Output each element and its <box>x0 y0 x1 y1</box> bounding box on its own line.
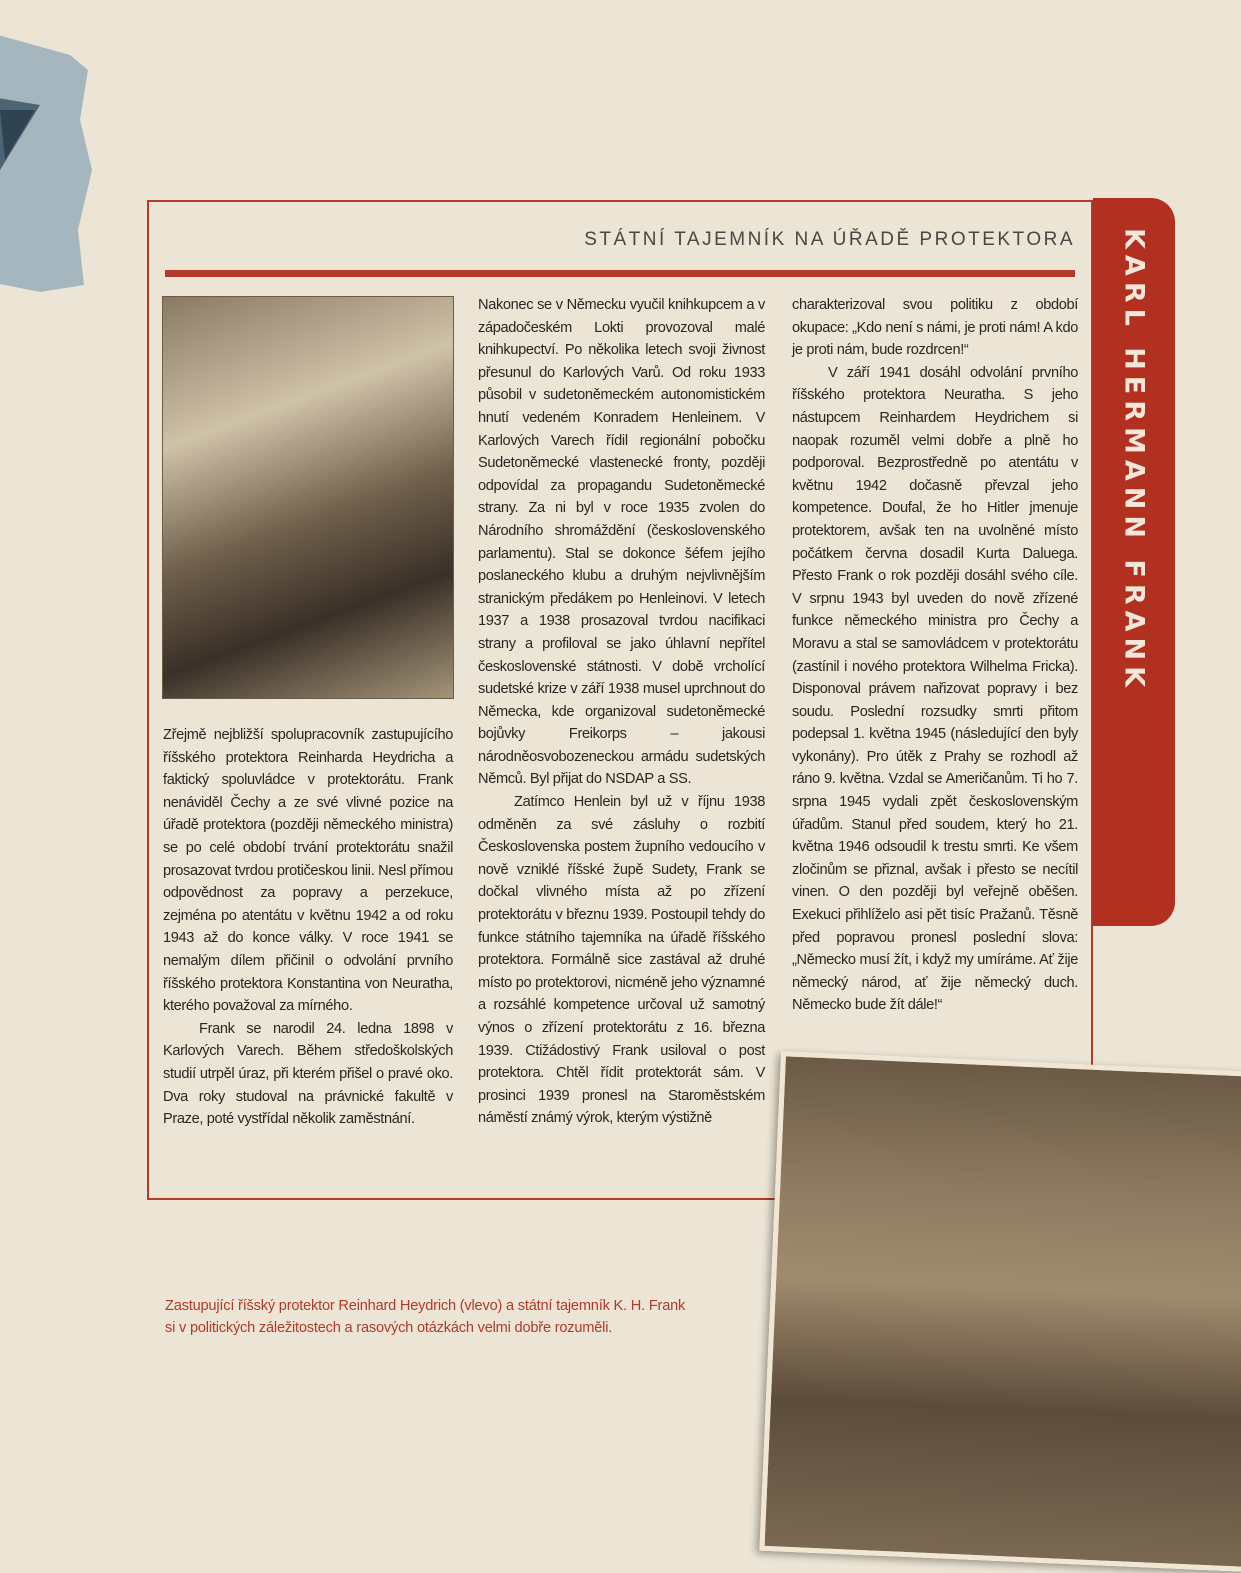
caption-line: si v politických záležitostech a rasových otázkách velmi dobře rozuměli. <box>165 1320 613 1336</box>
paragraph: Nakonec se v Německu vyučil knihkupcem a v západočeském Lokti provozoval malé knihkupectví. Po několika letech svoji živnost přesunul do Karlových Varů. Od roku 1933 působil v sudetoněmeckém autonomistickém hnutí vedeném Konradem Henleinem. V Karlových Varech řídil regionální pobočku Sudetoněmecké vlastenecké fronty, později odpovídal za propagandu Sudetoněmecké strany. Za ni byl v roce 1935 zvolen do Národního shromáždění (československého parlamentu). Stal se dokonce šéfem jejího poslaneckého klubu a druhým nejvlivnějším stranickým předákem po Henleinovi. V letech 1937 a 1938 prosazoval tvrdou nacifikaci strany a profiloval se jako úhlavní nepřítel československé státnosti. V době vrcholící sudetské krize v září 1938 musel uprchnout do Německa, kde organizoval sudetoněmecké bojůvky Freikorps – jakousi národněosvobozeneckou armádu sudetských Němců. Byl přijat do NSDAP a SS. <box>478 297 765 788</box>
photo-heydrich-and-frank <box>759 1051 1241 1573</box>
paragraph: charakterizoval svou politiku z období okupace: „Kdo není s námi, je proti nám! A kdo je proti nám, bude rozdrcen!“ <box>792 297 1078 359</box>
paragraph: V září 1941 dosáhl odvolání prvního říšského protektora Neuratha. S jeho nástupcem Reinhardem Heydrichem si naopak rozuměl velmi dobře a plně ho podporoval. Bezprostředně po atentátu v květnu 1942 dočasně převzal jeho kompetence. Doufal, že ho Hitler jmenuje protektorem, avšak ten na uvolněné místo počátkem června dosadil Kurta Daluega. Přesto Frank o rok později dosáhl svého cíle. V srpnu 1943 byl uveden do nově zřízené funkce německého ministra pro Čechy a Moravu a stal se samovládcem v protektorátu (zastínil i nového protektora Wilhelma Fricka). Disponoval právem nařizovat popravy i bez soudu. Poslední rozsudky smrti přitom podepsal 1. května 1945 (následující den byly vykonány). Pro útěk z Prahy se rozhodl až ráno 9. května. Vzdal se Američanům. Ti ho 7. srpna 1945 vydali zpět československým úřadům. Stanul před soudem, který ho 21. května 1946 odsoudil k trestu smrti. Ke všem zločinům se přiznal, avšak i přesto se necítil vinen. O den později byl veřejně oběšen. Exekuci přihlíželo asi pět tisíc Pražanů. Těsně před popravou pronesl poslední slova: „Německo musí žít, i když my umíráme. Ať žije německý národ, ať žije německý duch. Německo bude žít dále!“ <box>792 364 1078 1014</box>
paragraph: Frank se narodil 24. ledna 1898 v Karlových Varech. Během středoškolských studií utrpěl úraz, při kterém přišel o pravé oko. Dva roky studoval na právnické fakultě v Praze, poté vystřídal několik zaměstnání. <box>163 1020 453 1128</box>
photo-caption <box>165 1295 745 1339</box>
text-column-1 <box>163 724 453 1131</box>
caption-line: Zastupující říšský protektor Reinhard Heydrich (vlevo) a státní tajemník K. H. Frank <box>165 1298 686 1314</box>
person-name: KARL HERMANN FRANK <box>1118 228 1150 694</box>
portrait-photo-frank-seated <box>163 297 453 698</box>
title-divider <box>165 270 1075 277</box>
text-column-3 <box>792 294 1078 1017</box>
torn-paper-decoration <box>0 0 110 300</box>
person-name-tab <box>1093 198 1175 926</box>
text-column-2 <box>478 294 765 1130</box>
section-title: STÁTNÍ TAJEMNÍK NA ÚŘADĚ PROTEKTORA <box>584 229 1075 250</box>
paragraph: Zatímco Henlein byl už v říjnu 1938 odměněn za své zásluhy o rozbití Československa postem župního vedoucího v nově vzniklé říšské župě Sudety, Frank se dočkal vlivného místa až po zřízení protektorátu v březnu 1939. Postoupil tehdy do funkce státního tajemníka na úřadě říšského protektora. Formálně sice zastával až druhé místo po protektorovi, nicméně jeho významné a rozsáhlé kompetence určoval už samotný výnos o zřízení protektorátu z 16. března 1939. Ctižádostivý Frank usiloval o post protektora. Chtěl řídit protektorát sám. V prosinci 1939 pronesl na Staroměstském náměstí známý výrok, kterým výstižně <box>478 794 765 1127</box>
paragraph: Zřejmě nejbližší spolupracovník zastupujícího říšského protektora Reinharda Heydricha a faktický spoluvládce v protektorátu. Frank nenáviděl Čechy a ze své vlivné pozice na úřadě protektora (později německého ministra) se po celé období trvání protektorátu snažil prosazovat tvrdou protičeskou linii. Nesl přímou odpovědnost za popravy a perzekuce, zejména po atentátu v květnu 1942 a od roku 1943 až do konce války. V roce 1941 se nemalým dílem přičinil o odvolání prvního říšského protektora Konstantina von Neuratha, kterého považoval za mírného. <box>163 727 453 1015</box>
